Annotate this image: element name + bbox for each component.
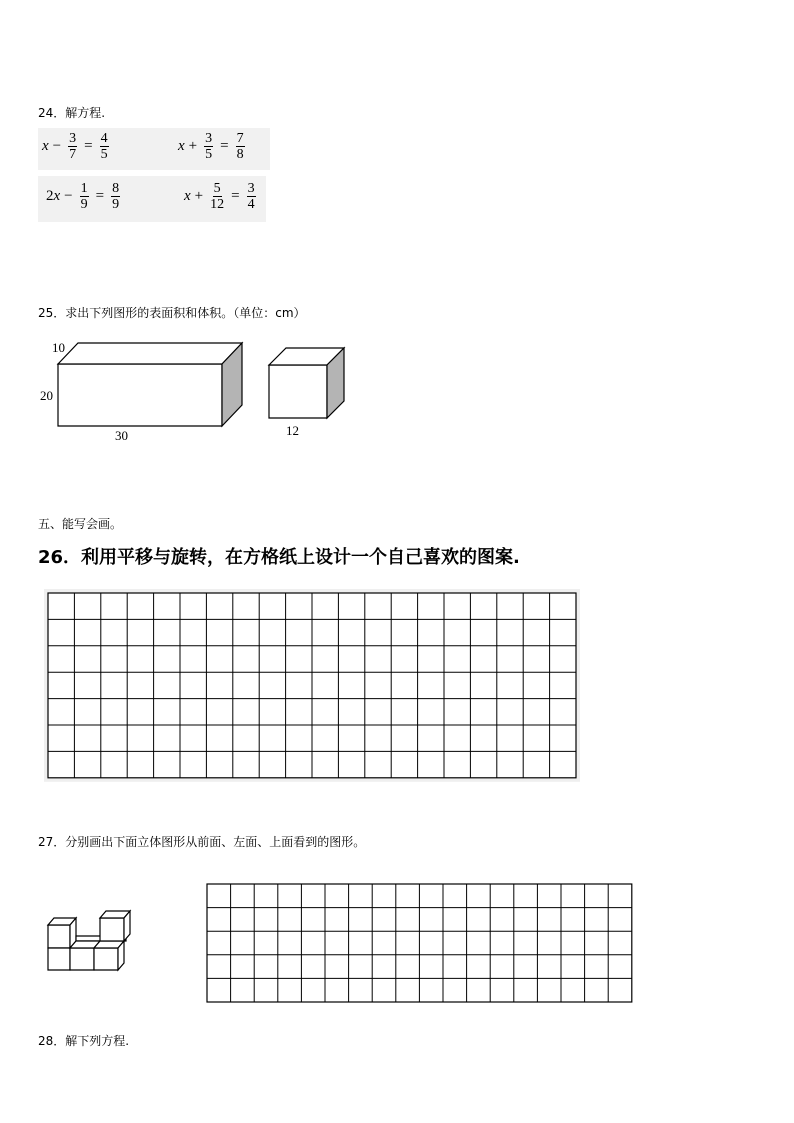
q26-square-grid[interactable] bbox=[42, 589, 584, 809]
section-5-title: 五、能写会画。 bbox=[38, 517, 123, 531]
q27-cube-stack-figure bbox=[44, 903, 136, 975]
cuboid-figure bbox=[58, 343, 242, 426]
equation-3: 2 x − $\frac{1}{9}$ = $\frac{8}{9}$ bbox=[46, 181, 120, 212]
q27-title: 27．分别画出下面立体图形从前面、左面、上面看到的图形。 bbox=[38, 835, 366, 849]
q28-title: 28．解下列方程. bbox=[38, 1034, 130, 1048]
cuboid-height-label: 20 bbox=[40, 388, 53, 403]
equation-2: x + $\frac{3}{5}$ = $\frac{7}{8}$ bbox=[178, 131, 244, 162]
q25-figures bbox=[30, 335, 370, 450]
q27-square-grid[interactable] bbox=[206, 883, 634, 1005]
equation-4: x + $\frac{5}{12}$ = $\frac{3}{4}$ bbox=[184, 181, 255, 212]
cube-figure bbox=[269, 348, 344, 418]
q24-title: 24．解方程. bbox=[38, 106, 106, 120]
q25-title: 25．求出下列图形的表面积和体积。（单位：cm） bbox=[38, 306, 306, 320]
q26-title: 26．利用平移与旋转，在方格纸上设计一个自己喜欢的图案. bbox=[38, 547, 520, 568]
cuboid-depth-label: 10 bbox=[52, 340, 65, 355]
cuboid-length-label: 30 bbox=[115, 428, 128, 443]
equation-1: x − $\frac{3}{7}$ = $\frac{4}{5}$ bbox=[42, 131, 108, 162]
cube-edge-label: 12 bbox=[286, 423, 299, 438]
